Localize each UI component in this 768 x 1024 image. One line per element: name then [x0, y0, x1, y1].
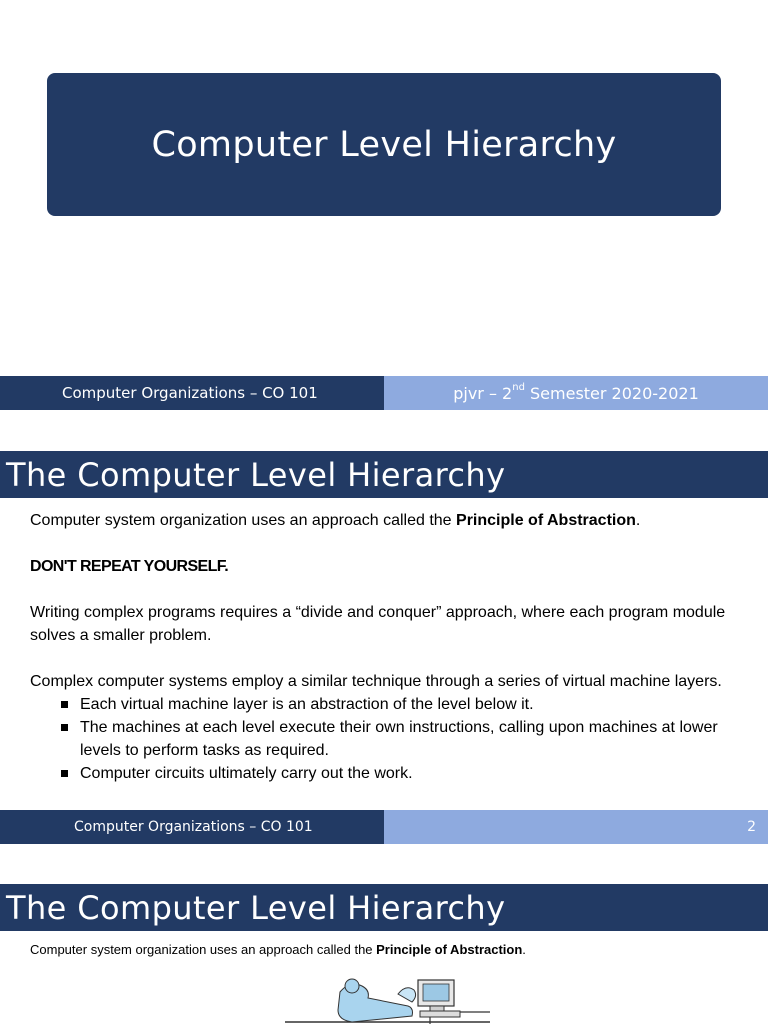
person-at-computer-illustration: [280, 972, 500, 1024]
slide2-footer-page: [384, 810, 768, 844]
slide1-footer-semester-prefix: pjvr – 2: [453, 383, 513, 403]
slide3-p1-end: .: [522, 942, 526, 957]
slide1-footer: [0, 376, 768, 410]
slide3-p1-bold: Principle of Abstraction: [376, 942, 523, 957]
slide2-footer: [0, 810, 768, 844]
slide3-title-bar: [0, 884, 768, 931]
bullet-item: Each virtual machine layer is an abstraction of the level below it.: [80, 693, 730, 716]
slide2-footer-course: [0, 810, 384, 844]
slide3-p1-text: Computer system organization uses an approach called the: [30, 942, 377, 957]
slide2-title: The Computer Level Hierarchy: [6, 455, 506, 494]
slide1-title-box: [47, 73, 721, 216]
slide1-footer-semester: [384, 376, 768, 410]
slide2-p1-end: .: [635, 512, 641, 529]
slide2-paragraph-abstraction: [30, 509, 730, 532]
slide1-footer-semester-sup: nd: [512, 381, 525, 393]
slide1-footer-course: [0, 376, 384, 410]
slide2-p1-bold: Principle of Abstraction: [456, 512, 636, 529]
slide2-p1-text: Computer system organization uses an approach called the: [30, 512, 457, 529]
slide3-title: The Computer Level Hierarchy: [6, 888, 506, 927]
slide1-footer-semester-suffix: Semester 2020-2021: [524, 383, 699, 403]
slide2-body: [30, 509, 730, 785]
bullet-item: The machines at each level execute their own instructions, calling upon machines at lower levels to perform tasks as required.: [80, 716, 730, 762]
slide3-paragraph-abstraction: [30, 942, 526, 957]
slide1-title: Computer Level Hierarchy: [151, 124, 617, 165]
slide2-paragraph-divide: Writing complex programs requires a “divide and conquer” approach, where each program module solves a smaller problem.: [30, 604, 726, 644]
slide2-page-number: 2: [747, 819, 756, 835]
slide2-p2-bold: DON'T REPEAT YOURSELF.: [30, 558, 229, 575]
slide2-paragraph-dry: [30, 555, 730, 578]
bullet-item: Computer circuits ultimately carry out the work.: [80, 762, 730, 785]
slide1-footer-course-text: Computer Organizations – CO 101: [62, 384, 318, 402]
slide2-footer-course-text: Computer Organizations – CO 101: [74, 819, 313, 835]
slide2-bullet-list: [30, 693, 730, 785]
slide2-title-bar: [0, 451, 768, 498]
slide2-paragraph-complex: Complex computer systems employ a similar technique through a series of virtual machine layers.: [30, 673, 722, 690]
